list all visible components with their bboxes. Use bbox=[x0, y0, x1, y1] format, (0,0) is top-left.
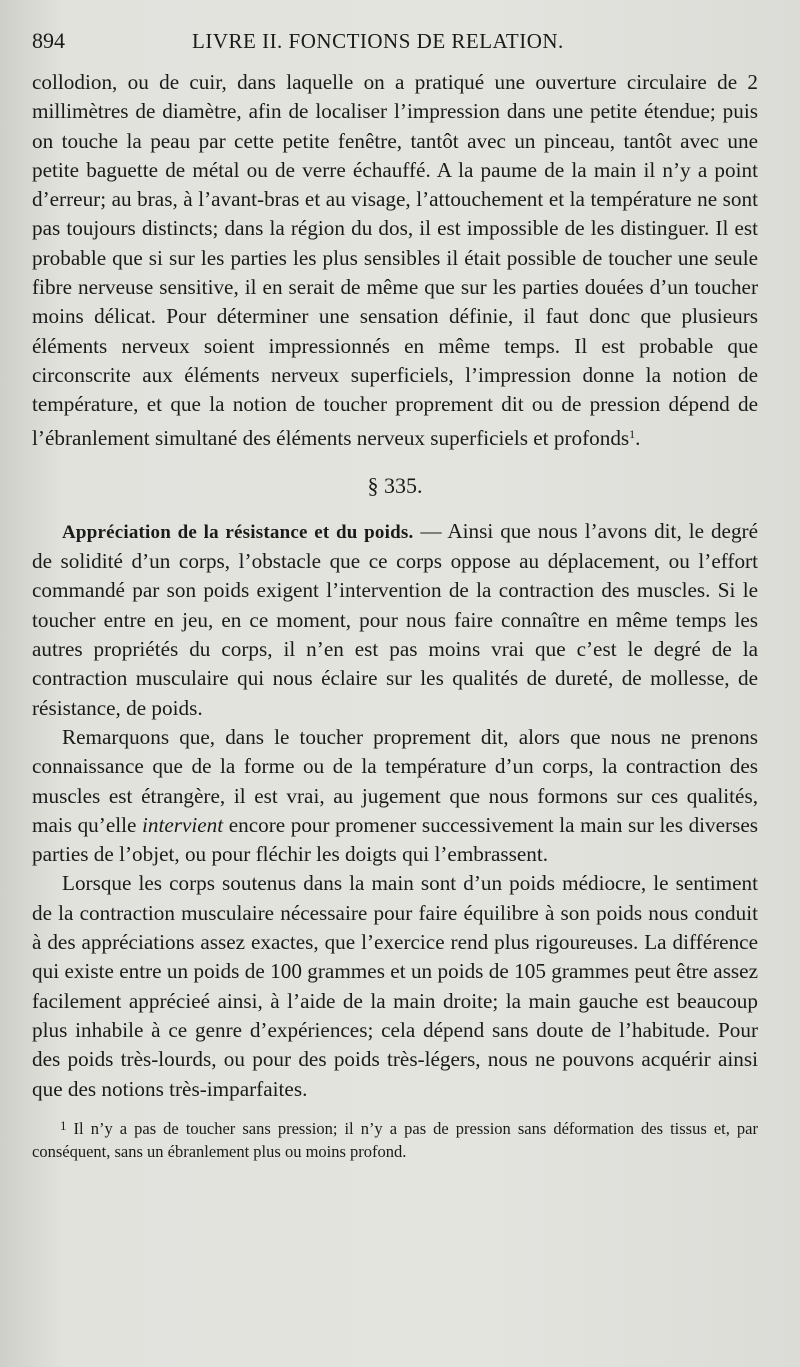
paragraph-3 bbox=[32, 723, 758, 869]
paragraph-3-text-b: encore pour promener successivement la main sur les diverses parties de l’objet, ou pour fléchir les doigts qui l’embrassent. bbox=[32, 812, 758, 867]
paragraph-title: Appréciation de la résistance et du poids. bbox=[62, 521, 414, 543]
section-heading: § 335. bbox=[367, 472, 423, 498]
paragraph-3-emphasis: intervient bbox=[141, 812, 224, 837]
footnote bbox=[32, 1114, 758, 1163]
page-header bbox=[32, 28, 758, 68]
paragraph-4: Lorsque les corps soutenus dans la main sont d’un poids médiocre, le sentiment de la contraction musculaire nécessaire pour faire équilibre à son poids nous conduit à des appréciations assez exactes, que l’exercice rend plus rigoureuses. La différence qui existe entre un poids de 100 grammes et un poids de 105 grammes peut être assez facilement apprécieé ainsi, à l’aide de la main droite; la main gauche est beaucoup plus inhabile à ce genre d’expériences; cela dépend sans doute de l’habitude. Pour des poids très-lourds, ou pour des poids très-légers, nous ne pouvons acquérir ainsi que des notions très-imparfaites. bbox=[32, 871, 758, 1101]
paragraph-2-text: — Ainsi que nous l’avons dit, le degré de solidité d’un corps, l’obstacle que ce corps oppose au déplacement, ou l’effort commandé par son poids exigent l’intervention de la contraction des muscles. Si le toucher entre en jeu, en ce moment, pour nous faire connaître en même temps les autres propriétés du corps, il n’en est pas moins vrai que c’est le degré de la contraction musculaire qui nous éclaire sur les qualités de dureté, de mollesse, de résistance, de poids. bbox=[32, 518, 758, 720]
paragraph-1-end: . bbox=[635, 425, 641, 450]
running-head: LIVRE II. FONCTIONS DE RELATION. bbox=[192, 29, 564, 53]
paragraph-3-text-a: Remarquons que, dans le toucher proprement dit, alors que nous ne prenons connaissance que de la forme ou de la température d’un corps, la contraction des muscles est étrangère, il est vrai, au jugement que nous formons sur ces qualités, mais qu’elle bbox=[32, 724, 758, 837]
footnote-reference: 1 bbox=[629, 426, 636, 441]
paragraph-1-text: collodion, ou de cuir, dans laquelle on a pratiqué une ouverture circulaire de 2 millimètres de diamètre, afin de localiser l’impression dans une petite étendue; puis on touche la peau par cette petite fenêtre, tantôt avec un pinceau, tantôt avec une petite baguette de métal ou de verre échauffé. A la paume de la main il n’y a point d’erreur; au bras, à l’avant-bras et au visage, l’attouchement et la température ne sont pas toujours distincts; dans la région du dos, il est impossible de les distinguer. Il est probable que si sur les parties les plus sensibles il était possible de toucher une seule fibre nerveuse sensitive, il en serait de même que sur les parties douées d’un toucher moins délicat. Pour déterminer une sensation définie, il faut donc que plusieurs éléments nerveux soient impressionnés en même temps. Il est probable que circonscrite aux éléments nerveux superficiels, l’impression donne la notion de température, et que la notion de toucher proprement dit ou de pression dépend de l’ébranlement simultané des éléments nerveux superficiels et profonds bbox=[32, 70, 758, 450]
page-number: 894 bbox=[32, 28, 65, 53]
footnote-text: Il n’y a pas de toucher sans pression; il n’y a pas de pression sans déformation des tissus et, par conséquent, sans un ébranlement plus ou moins profond. bbox=[32, 1118, 758, 1161]
paragraph-1 bbox=[32, 68, 758, 453]
paragraph-2 bbox=[32, 517, 758, 723]
page-body bbox=[32, 68, 758, 1163]
footnote-marker: 1 bbox=[60, 1117, 67, 1133]
